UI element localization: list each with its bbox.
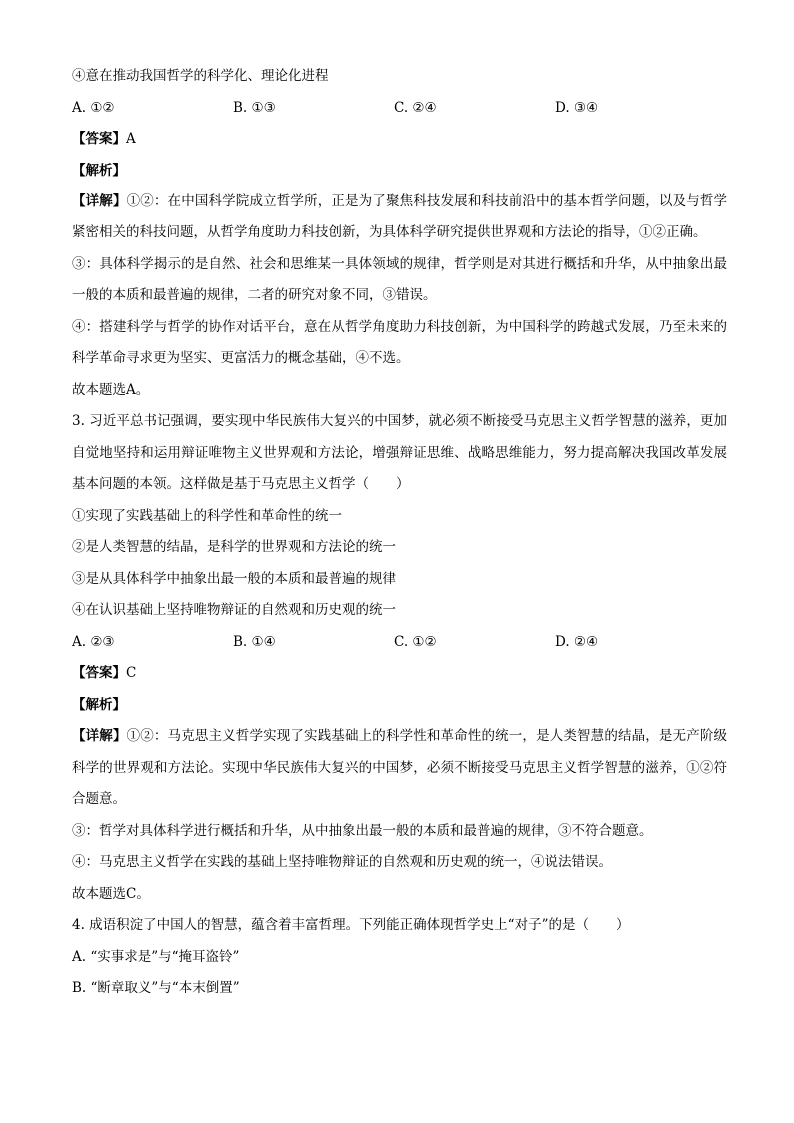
q2-conclusion: 故本题选A。 — [72, 381, 150, 398]
q3-analysis-label: 【解析】 — [72, 696, 126, 713]
q2-choice-a: A. ①② — [72, 99, 115, 116]
q3-option-1: ①实现了实践基础上的科学性和革命性的统一 — [72, 507, 342, 524]
q3-detail-1 — [72, 721, 727, 816]
q3-detail-1-text: ①②：马克思主义哲学实现了实践基础上的科学性和革命性的统一，是人类智慧的结晶，是无产阶级科学的世界观和方法论。实现中华民族伟大复兴的中国梦，必须不断接受马克思主义哲学智慧的滋养，①②符合题意。 — [72, 728, 728, 807]
q3-answer — [72, 658, 727, 690]
document-page — [72, 66, 727, 1005]
q2-option-4: ④意在推动我国哲学的科学化、理论化进程 — [72, 68, 329, 84]
q2-detail-1 — [72, 186, 727, 249]
q3-option-2: ②是人类智慧的结晶，是科学的世界观和方法论的统一 — [72, 539, 396, 555]
q2-answer-value: A — [126, 131, 136, 147]
q2-detail-2: ③：具体科学揭示的是自然、社会和思维某一具体领域的规律，哲学则是对其进行概括和升华，从中抽象出最一般的本质和最普遍的规律，二者的研究对象不同，③错误。 — [72, 255, 727, 303]
q2-choice-d: D. ③④ — [555, 99, 599, 116]
q3-option-4: ④在认识基础上坚持唯物辩证的自然观和历史观的统一 — [72, 602, 396, 618]
q3-answer-value: C — [126, 665, 137, 681]
q3-choices — [72, 627, 727, 659]
q2-choice-b: B. ①③ — [233, 99, 276, 116]
q3-detail-3: ④：马克思主义哲学在实践的基础上坚持唯物辩证的自然观和历史观的统一，④说法错误。 — [72, 854, 612, 870]
q2-choices — [72, 98, 727, 118]
q2-detail-1-text: ①②：在中国科学院成立哲学所，正是为了聚焦科技发展和科技前沿中的基本哲学问题，以及与哲学紧密相关的科技问题，从哲学角度助力科技创新，为具体科学研究提供世界观和方法论的指导，①②正确。 — [72, 192, 728, 240]
q4-option-b: B. “断章取义”与“本末倒置” — [72, 980, 240, 996]
q2-answer-label: 【答案】 — [72, 131, 126, 147]
q4-stem: 4. 成语积淀了中国人的智慧，蕴含着丰富哲理。下列能正确体现哲学史上“对子”的是（ ） — [72, 917, 630, 933]
q3-conclusion: 故本题选C。 — [72, 885, 150, 902]
q2-choice-c: C. ②④ — [394, 99, 437, 116]
q3-answer-label: 【答案】 — [72, 665, 126, 681]
q4-option-a: A. “实事求是”与“掩耳盗铃” — [72, 948, 240, 965]
q3-choice-b: B. ①④ — [233, 633, 276, 650]
q3-choice-c: C. ①② — [394, 633, 437, 650]
q3-detail-2: ③：哲学对具体科学进行概括和升华，从中抽象出最一般的本质和最普遍的规律，③不符合题意。 — [72, 822, 653, 839]
q2-analysis-label: 【解析】 — [72, 162, 126, 179]
q2-answer — [72, 129, 727, 149]
q3-detail-label: 【详解】 — [72, 728, 127, 744]
q3-option-3: ③是从具体科学中抽象出最一般的本质和最普遍的规律 — [72, 570, 396, 587]
q3-stem: 3. 习近平总书记强调，要实现中华民族伟大复兴的中国梦，就必须不断接受马克思主义哲学智慧的滋养，更加自觉地坚持和运用辩证唯物主义世界观和方法论，增强辩证思维、战略思维能力，努力提高解决我国改革发展基本问题的本领。这样做是基于马克思主义哲学（ ） — [72, 413, 727, 492]
q2-detail-label: 【详解】 — [72, 192, 127, 209]
q3-choice-a: A. ②③ — [72, 633, 115, 650]
q2-detail-3: ④：搭建科学与哲学的协作对话平台，意在从哲学角度助力科技创新，为中国科学的跨越式发展，乃至未来的科学革命寻求更为坚实、更富活力的概念基础，④不选。 — [72, 318, 727, 366]
q3-choice-d: D. ②④ — [555, 633, 599, 650]
